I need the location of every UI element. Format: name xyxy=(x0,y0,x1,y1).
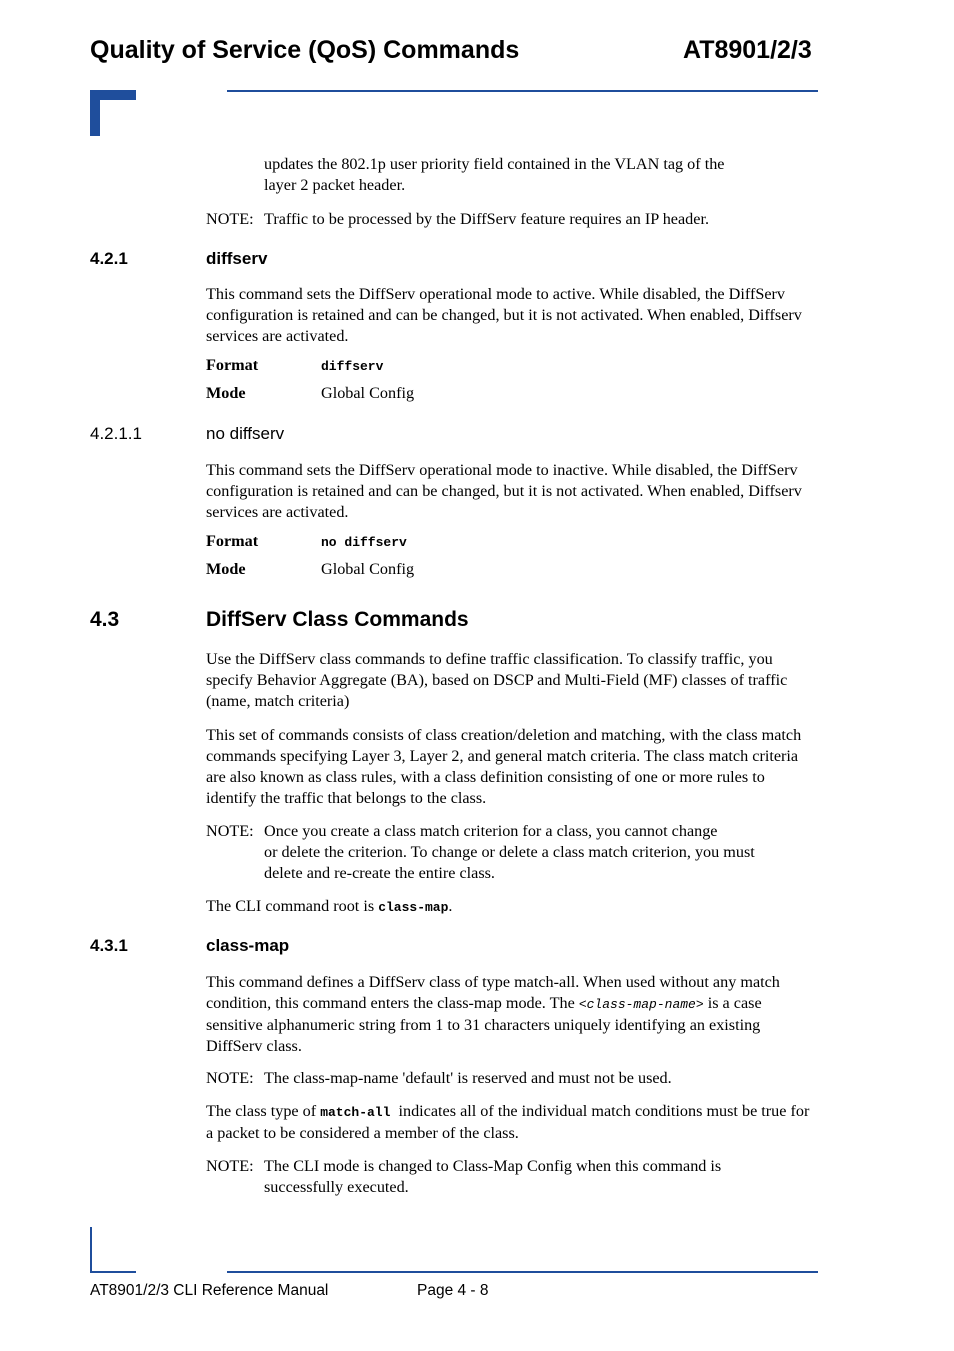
page-header-model: AT8901/2/3 xyxy=(683,36,812,64)
note-text: Traffic to be processed by the DiffServ feature requires an IP header. xyxy=(264,210,710,228)
section-title-class-map: class-map xyxy=(206,936,290,955)
note-continuation: or delete the criterion. To change or delete a class match criterion, you must delete and re-create the entire class. xyxy=(264,843,755,882)
section-number-4-3: 4.3 xyxy=(90,608,120,631)
page-header-title: Quality of Service (QoS) Commands xyxy=(90,36,520,64)
match-all-code: match-all xyxy=(320,1105,391,1120)
format-label: Format xyxy=(206,356,259,374)
note-label: NOTE: xyxy=(206,1157,254,1175)
class-map-desc-part-1: This command defines a DiffServ class of type match-all. When used without any match condition, this command enters the class-map mode. The xyxy=(206,973,780,1012)
footer-manual-title: AT8901/2/3 CLI Reference Manual xyxy=(90,1282,329,1299)
section-title-no-diffserv: no diffserv xyxy=(206,424,285,443)
no-diffserv-description: This command sets the DiffServ operational mode to inactive. While disabled, the DiffServ configuration is retained and can be changed, but it is not activated. When enabled, Diffserv services are activated. xyxy=(206,461,802,521)
note-text: The class-map-name 'default' is reserved and must not be used. xyxy=(264,1069,672,1087)
mode-value: Global Config xyxy=(321,560,415,578)
continued-paragraph xyxy=(264,154,824,196)
mode-label: Mode xyxy=(206,384,246,402)
diffserv-description: This command sets the DiffServ operational mode to active. While disabled, the DiffServ configuration is retained and can be changed, but it is not activated. When enabled, Diffserv services are activated. xyxy=(206,285,802,345)
class-commands-paragraph-2: This set of commands consists of class creation/deletion and matching, with the class match commands specifying Layer 3, Layer 2, and general match criteria. The class match criteria are also known as class rules, with a class definition consisting of one or more rules to identify the traffic that belongs to the class. xyxy=(206,726,802,807)
footer-page-number: Page 4 - 8 xyxy=(417,1282,489,1299)
section-title-diffserv: diffserv xyxy=(206,249,268,268)
class-type-suffix: indicates all of the individual match conditions must be true for a packet to be considered a member of the class. xyxy=(206,1102,814,1142)
note-line-1: Once you create a class match criterion for a class, you cannot change xyxy=(264,822,718,840)
corner-mark-top-vertical xyxy=(90,90,100,136)
section-number-4-3-1: 4.3.1 xyxy=(90,936,128,955)
note-ip-header xyxy=(206,209,821,230)
note-class-map-config xyxy=(206,1156,766,1198)
section-number-4-2-1-1: 4.2.1.1 xyxy=(90,424,142,443)
footer-rule xyxy=(227,1271,818,1273)
section-title-diffserv-class-commands: DiffServ Class Commands xyxy=(206,608,469,631)
class-map-name-param: <class-map-name> xyxy=(578,997,704,1012)
note-label: NOTE: xyxy=(206,210,254,228)
mode-label: Mode xyxy=(206,560,246,578)
note-class-match xyxy=(206,821,766,884)
format-label: Format xyxy=(206,532,259,550)
class-type-prefix: The class type of xyxy=(206,1102,321,1120)
class-map-description xyxy=(206,972,818,1057)
corner-mark-bottom-vertical xyxy=(90,1227,92,1273)
class-type-paragraph xyxy=(206,1101,818,1144)
note-label: NOTE: xyxy=(206,822,254,840)
cli-root-prefix: The CLI command root is xyxy=(206,897,379,915)
note-label: NOTE: xyxy=(206,1069,254,1087)
note-default-reserved xyxy=(206,1068,821,1089)
corner-mark-bottom-horizontal xyxy=(90,1271,136,1273)
mode-value: Global Config xyxy=(321,384,415,402)
cli-root-suffix: . xyxy=(448,897,453,915)
note-continuation: successfully executed. xyxy=(264,1178,409,1196)
header-rule xyxy=(227,90,818,92)
class-map-desc-part-2: is a case sensitive alphanumeric string from 1 to 31 characters uniquely identifying an existing DiffServ class. xyxy=(206,994,762,1055)
format-value: diffserv xyxy=(321,359,384,374)
section-number-4-2-1: 4.2.1 xyxy=(90,249,128,268)
continued-line-1: updates the 802.1p user priority field contained in the VLAN tag of the xyxy=(264,155,725,173)
class-commands-paragraph-1: Use the DiffServ class commands to define traffic classification. To classify traffic, you specify Behavior Aggregate (BA), based on DSCP and Multi-Field (MF) classes of traffic (name, match criteria) xyxy=(206,650,788,710)
continued-line-2: layer 2 packet header. xyxy=(264,176,406,194)
format-value: no diffserv xyxy=(321,535,407,550)
note-line-1: The CLI mode is changed to Class-Map Config when this command is xyxy=(264,1157,722,1175)
cli-root-code: class-map xyxy=(378,900,449,915)
cli-command-root xyxy=(206,896,818,918)
